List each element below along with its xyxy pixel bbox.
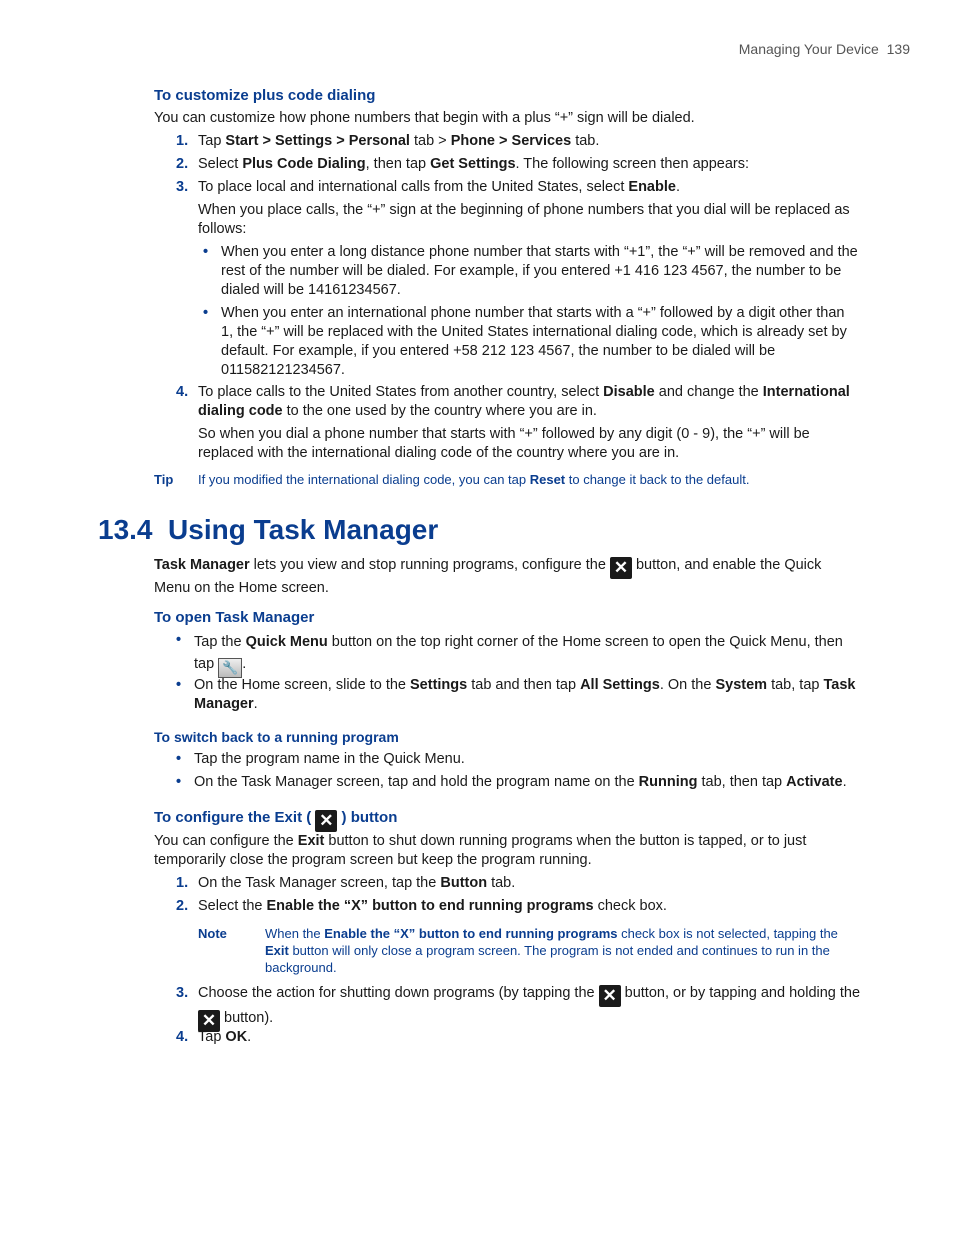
bold-text: OK — [225, 1029, 248, 1045]
text: and change the — [654, 384, 763, 400]
heading-switch-back: To switch back to a running program — [154, 729, 399, 745]
bold-text: Enable the “X” button to end running programs — [324, 926, 618, 941]
text: tab > — [409, 133, 451, 149]
bullet-icon: • — [176, 751, 182, 767]
close-icon: ✕ — [599, 985, 621, 1007]
close-icon: ✕ — [198, 1010, 220, 1032]
text: On the Home screen, slide to the — [194, 677, 410, 693]
heading-configure-exit — [154, 807, 397, 832]
text: button on the top right corner of the Home screen to open the Quick Menu, then tap — [194, 634, 843, 672]
text: . The following screen then appears: — [515, 156, 750, 172]
text: tab, then tap — [697, 774, 787, 790]
step-number: 4. — [176, 384, 189, 400]
bold-text: Get Settings — [430, 156, 516, 172]
exit-step-2 — [198, 897, 667, 916]
step-number: 1. — [176, 875, 189, 891]
bold-text: System — [715, 677, 768, 693]
close-icon: ✕ — [315, 810, 337, 832]
text: tab. — [487, 875, 516, 891]
text: . — [253, 696, 258, 712]
text: . — [247, 1029, 252, 1045]
bold-text: Reset — [529, 472, 566, 487]
page-number: 139 — [886, 41, 910, 57]
switch-bullet-2 — [194, 773, 847, 792]
text: button, and enable the Quick Menu on the Home screen. — [154, 557, 822, 596]
plus-step-4-para: So when you dial a phone number that starts with “+” followed by any digit (0 - 9), the “+” will be replaced with the international dialing code of the country where you are in. — [198, 426, 810, 461]
bold-text: Enable — [628, 179, 676, 195]
plus-code-intro: You can customize how phone numbers that begin with a plus “+” sign will be dialed. — [154, 110, 695, 126]
step-number: 3. — [176, 179, 189, 195]
text: Select — [198, 156, 243, 172]
text: To place local and international calls from the United States, select — [198, 179, 629, 195]
step-number: 3. — [176, 985, 189, 1001]
open-bullet-2 — [194, 676, 864, 714]
bold-text: Settings — [410, 677, 468, 693]
task-manager-intro — [154, 556, 854, 598]
bullet-icon: • — [203, 244, 209, 260]
open-bullet-1 — [194, 631, 864, 678]
bullet-icon: • — [203, 305, 209, 321]
text: Tap the — [194, 634, 246, 650]
bold-text: Enable the “X” button to end running programs — [266, 898, 594, 914]
plus-step-1 — [198, 132, 599, 151]
bold-text: Running — [638, 774, 698, 790]
plus-bullet-2: When you enter an international phone number that starts with a “+” followed by a digit other than 1, the “+” will be replaced with the United States international dialing code, which is already set by default. For example, if you entered +58 212 123 4567, the number to be dialed will be 011582121234567. — [221, 305, 847, 378]
exit-step-3 — [198, 982, 868, 1032]
text: To place calls to the United States from another country, select — [198, 384, 604, 400]
text: . — [842, 774, 847, 790]
text: button, or by tapping and holding the — [620, 985, 861, 1001]
plus-step-3-para: When you place calls, the “+” sign at the beginning of phone numbers that you dial will be replaced as follows: — [198, 202, 850, 237]
plus-step-3 — [198, 178, 680, 197]
text: check box is not selected, tapping the — [617, 926, 838, 941]
bold-text: Button — [440, 875, 488, 891]
step-number: 2. — [176, 898, 189, 914]
step-number: 4. — [176, 1029, 189, 1045]
path-text: Start > Settings > Personal — [225, 133, 410, 149]
text: Tap — [198, 133, 226, 149]
text: tab. — [571, 133, 600, 149]
exit-step-4 — [198, 1028, 251, 1047]
plus-step-4 — [198, 383, 868, 421]
bullet-icon: • — [176, 677, 182, 693]
bold-text: Activate — [786, 774, 843, 790]
text: You can configure the — [154, 833, 298, 849]
text: On the Task Manager screen, tap the — [198, 875, 441, 891]
bold-text: Quick Menu — [245, 634, 328, 650]
text: tab, tap — [767, 677, 824, 693]
bold-text: Exit — [297, 833, 325, 849]
exit-step-1 — [198, 874, 515, 893]
text: On the Task Manager screen, tap and hold the program name on the — [194, 774, 639, 790]
text: Select the — [198, 898, 267, 914]
running-title: Managing Your Device — [738, 41, 879, 57]
text: To configure the Exit ( — [154, 809, 316, 826]
close-icon: ✕ — [610, 557, 632, 579]
bold-text: Plus Code Dialing — [242, 156, 366, 172]
text: button). — [220, 1010, 274, 1026]
text: . On the — [659, 677, 716, 693]
plus-step-2 — [198, 155, 749, 174]
step-number: 2. — [176, 156, 189, 172]
text: . — [675, 179, 680, 195]
section-title: 13.4 Using Task Manager — [98, 514, 439, 545]
text: . — [242, 656, 247, 672]
text: to change it back to the default. — [565, 472, 750, 487]
text: lets you view and stop running programs, configure the — [249, 557, 610, 573]
text: Tap — [198, 1029, 226, 1045]
bold-text: Disable — [603, 384, 655, 400]
bullet-icon: • — [176, 632, 182, 648]
step-number: 1. — [176, 133, 189, 149]
configure-exit-intro — [154, 832, 844, 870]
note-text — [265, 925, 855, 976]
bold-text: All Settings — [580, 677, 660, 693]
plus-bullet-1: When you enter a long distance phone number that starts with “+1”, the “+” will be removed and the rest of the number will be dialed. For example, if you entered +1 416 123 4567, the number to be dialed will be 14161234567. — [221, 244, 858, 298]
bullet-icon: • — [176, 774, 182, 790]
wrench-icon: 🔧 — [218, 658, 242, 678]
text: tab and then tap — [467, 677, 581, 693]
text: , then tap — [365, 156, 431, 172]
text: to the one used by the country where you are in. — [282, 403, 597, 419]
bold-text: Exit — [265, 943, 289, 958]
tip-text — [198, 471, 749, 488]
tip-label: Tip — [154, 472, 174, 487]
text: When the — [265, 926, 325, 941]
running-header — [739, 40, 910, 59]
text: button to shut down running programs when the button is tapped, or to just temporarily close the program screen but keep the program running. — [154, 833, 807, 868]
path-text: Phone > Services — [450, 133, 572, 149]
heading-plus-code: To customize plus code dialing — [154, 87, 376, 104]
bold-text: Task Manager — [154, 557, 250, 573]
text: Choose the action for shutting down programs (by tapping the — [198, 985, 599, 1001]
text: check box. — [593, 898, 667, 914]
bold-text: Task Manager — [194, 677, 856, 712]
text: button will only close a program screen. The program is not ended and continues to run in the background. — [265, 943, 830, 975]
switch-bullet-1: Tap the program name in the Quick Menu. — [194, 751, 465, 767]
note-label: Note — [198, 926, 227, 941]
heading-open-task-manager: To open Task Manager — [154, 609, 315, 626]
text: ) button — [337, 809, 398, 826]
text: If you modified the international dialing code, you can tap — [198, 472, 530, 487]
bold-text: International dialing code — [198, 384, 850, 419]
